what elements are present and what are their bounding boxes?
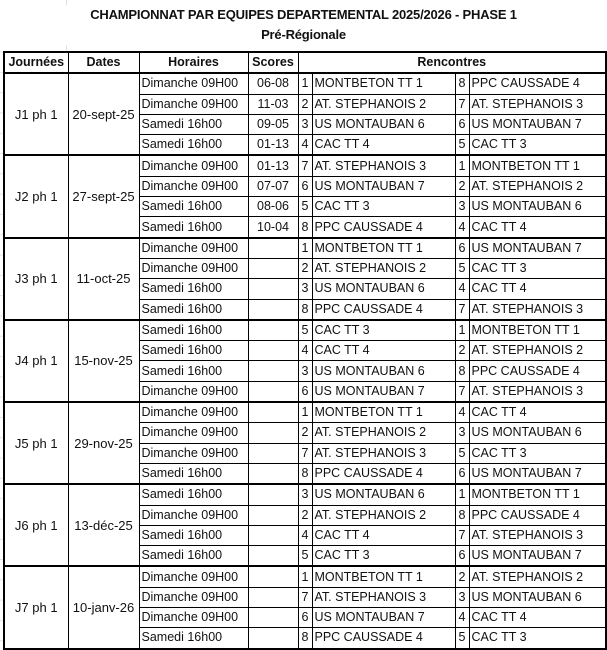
match-horaire: Samedi 16h00	[139, 299, 248, 320]
match-score	[248, 546, 298, 567]
round-date: 15-nov-25	[68, 320, 139, 402]
match-score	[248, 279, 298, 299]
home-team-name: CAC TT 4	[312, 135, 455, 156]
home-team-name: MONTBETON TT 1	[312, 238, 455, 259]
away-team-name: US MONTAUBAN 6	[469, 587, 606, 607]
home-team-name: MONTBETON TT 1	[312, 566, 455, 587]
away-team-name: MONTBETON TT 1	[469, 155, 606, 176]
away-team-number: 7	[455, 381, 469, 402]
home-team-name: US MONTAUBAN 7	[312, 381, 455, 402]
header-scores: Scores	[248, 52, 298, 73]
document-title: CHAMPIONNAT PAR EQUIPES DEPARTEMENTAL 2025/2026 - PHASE 1	[0, 5, 607, 25]
match-score	[248, 402, 298, 423]
home-team-name: MONTBETON TT 1	[312, 402, 455, 423]
match-score	[248, 299, 298, 320]
away-team-number: 5	[455, 135, 469, 156]
home-team-name: AT. STEPHANOIS 2	[312, 423, 455, 443]
away-team-number: 1	[455, 155, 469, 176]
away-team-number: 4	[455, 279, 469, 299]
home-team-name: US MONTAUBAN 6	[312, 361, 455, 381]
away-team-number: 1	[455, 484, 469, 505]
document-subtitle: Pré-Régionale	[0, 25, 607, 45]
home-team-number: 2	[298, 423, 312, 443]
match-row	[4, 320, 606, 341]
away-team-name: PPC CAUSSADE 4	[469, 73, 606, 94]
away-team-name: CAC TT 3	[469, 628, 606, 649]
away-team-name: CAC TT 4	[469, 279, 606, 299]
away-team-name: AT. STEPHANOIS 2	[469, 566, 606, 587]
match-score	[248, 505, 298, 525]
away-team-name: AT. STEPHANOIS 2	[469, 176, 606, 196]
away-team-name: US MONTAUBAN 7	[469, 238, 606, 259]
match-horaire: Dimanche 09H00	[139, 566, 248, 587]
match-score	[248, 484, 298, 505]
away-team-name: US MONTAUBAN 7	[469, 114, 606, 134]
home-team-number: 8	[298, 463, 312, 484]
header-rencontres: Rencontres	[298, 52, 606, 73]
match-score: 10-04	[248, 217, 298, 238]
home-team-number: 3	[298, 361, 312, 381]
header-journees: Journées	[4, 52, 68, 73]
match-score: 08-06	[248, 197, 298, 217]
round-journee: J6 ph 1	[4, 484, 68, 566]
round-journee: J2 ph 1	[4, 155, 68, 237]
match-horaire: Dimanche 09H00	[139, 155, 248, 176]
match-score	[248, 608, 298, 628]
away-team-name: US MONTAUBAN 6	[469, 423, 606, 443]
schedule-table	[3, 51, 607, 650]
match-horaire: Samedi 16h00	[139, 114, 248, 134]
home-team-name: AT. STEPHANOIS 2	[312, 505, 455, 525]
away-team-name: US MONTAUBAN 6	[469, 197, 606, 217]
home-team-number: 3	[298, 114, 312, 134]
round-date: 10-janv-26	[68, 566, 139, 648]
match-row	[4, 402, 606, 423]
home-team-name: US MONTAUBAN 7	[312, 176, 455, 196]
away-team-name: AT. STEPHANOIS 3	[469, 525, 606, 545]
home-team-number: 5	[298, 546, 312, 567]
match-horaire: Samedi 16h00	[139, 135, 248, 156]
home-team-name: CAC TT 3	[312, 546, 455, 567]
match-score	[248, 628, 298, 649]
round-date: 29-nov-25	[68, 402, 139, 484]
away-team-number: 6	[455, 463, 469, 484]
away-team-number: 7	[455, 94, 469, 114]
away-team-name: MONTBETON TT 1	[469, 320, 606, 341]
home-team-name: US MONTAUBAN 6	[312, 484, 455, 505]
away-team-number: 2	[455, 566, 469, 587]
match-horaire: Samedi 16h00	[139, 341, 248, 361]
away-team-number: 4	[455, 217, 469, 238]
home-team-number: 6	[298, 176, 312, 196]
match-score: 06-08	[248, 73, 298, 94]
match-score	[248, 238, 298, 259]
match-score	[248, 381, 298, 402]
match-row	[4, 155, 606, 176]
match-horaire: Samedi 16h00	[139, 463, 248, 484]
home-team-name: MONTBETON TT 1	[312, 73, 455, 94]
home-team-number: 8	[298, 217, 312, 238]
home-team-number: 2	[298, 94, 312, 114]
match-score: 01-13	[248, 155, 298, 176]
away-team-name: PPC CAUSSADE 4	[469, 505, 606, 525]
match-horaire: Dimanche 09H00	[139, 505, 248, 525]
home-team-name: CAC TT 4	[312, 525, 455, 545]
match-score: 01-13	[248, 135, 298, 156]
home-team-number: 5	[298, 197, 312, 217]
match-score: 07-07	[248, 176, 298, 196]
round-date: 11-oct-25	[68, 238, 139, 320]
match-horaire: Dimanche 09H00	[139, 73, 248, 94]
home-team-name: AT. STEPHANOIS 3	[312, 155, 455, 176]
match-horaire: Samedi 16h00	[139, 546, 248, 567]
round-journee: J5 ph 1	[4, 402, 68, 484]
away-team-name: CAC TT 3	[469, 443, 606, 463]
away-team-name: AT. STEPHANOIS 3	[469, 299, 606, 320]
home-team-name: CAC TT 3	[312, 320, 455, 341]
match-horaire: Samedi 16h00	[139, 197, 248, 217]
match-horaire: Dimanche 09H00	[139, 176, 248, 196]
away-team-number: 7	[455, 525, 469, 545]
match-row	[4, 238, 606, 259]
match-horaire: Dimanche 09H00	[139, 258, 248, 278]
round-date: 27-sept-25	[68, 155, 139, 237]
home-team-number: 7	[298, 443, 312, 463]
away-team-number: 6	[455, 238, 469, 259]
away-team-name: PPC CAUSSADE 4	[469, 361, 606, 381]
home-team-number: 4	[298, 341, 312, 361]
away-team-name: CAC TT 4	[469, 608, 606, 628]
match-horaire: Dimanche 09H00	[139, 381, 248, 402]
match-score	[248, 463, 298, 484]
away-team-number: 8	[455, 505, 469, 525]
home-team-number: 1	[298, 73, 312, 94]
away-team-number: 7	[455, 299, 469, 320]
away-team-number: 6	[455, 114, 469, 134]
away-team-name: MONTBETON TT 1	[469, 484, 606, 505]
match-score	[248, 361, 298, 381]
away-team-number: 3	[455, 197, 469, 217]
round-journee: J3 ph 1	[4, 238, 68, 320]
home-team-name: CAC TT 3	[312, 197, 455, 217]
away-team-name: CAC TT 4	[469, 217, 606, 238]
home-team-number: 7	[298, 587, 312, 607]
away-team-number: 3	[455, 587, 469, 607]
home-team-number: 4	[298, 135, 312, 156]
home-team-name: PPC CAUSSADE 4	[312, 299, 455, 320]
home-team-number: 4	[298, 525, 312, 545]
match-horaire: Dimanche 09H00	[139, 608, 248, 628]
header-dates: Dates	[68, 52, 139, 73]
home-team-name: US MONTAUBAN 6	[312, 114, 455, 134]
home-team-number: 5	[298, 320, 312, 341]
match-score	[248, 423, 298, 443]
home-team-name: PPC CAUSSADE 4	[312, 628, 455, 649]
home-team-number: 6	[298, 608, 312, 628]
away-team-number: 4	[455, 402, 469, 423]
away-team-number: 4	[455, 608, 469, 628]
home-team-name: AT. STEPHANOIS 3	[312, 587, 455, 607]
match-score	[248, 566, 298, 587]
away-team-number: 8	[455, 73, 469, 94]
match-row	[4, 484, 606, 505]
away-team-number: 8	[455, 361, 469, 381]
match-horaire: Dimanche 09H00	[139, 443, 248, 463]
match-row	[4, 73, 606, 94]
match-horaire: Samedi 16h00	[139, 484, 248, 505]
away-team-name: US MONTAUBAN 7	[469, 546, 606, 567]
match-horaire: Dimanche 09H00	[139, 587, 248, 607]
round-journee: J4 ph 1	[4, 320, 68, 402]
away-team-number: 5	[455, 628, 469, 649]
home-team-number: 8	[298, 299, 312, 320]
home-team-name: PPC CAUSSADE 4	[312, 217, 455, 238]
away-team-number: 2	[455, 176, 469, 196]
away-team-name: US MONTAUBAN 7	[469, 463, 606, 484]
round-journee: J1 ph 1	[4, 73, 68, 155]
home-team-number: 3	[298, 484, 312, 505]
home-team-name: AT. STEPHANOIS 3	[312, 443, 455, 463]
home-team-number: 2	[298, 258, 312, 278]
match-horaire: Dimanche 09H00	[139, 402, 248, 423]
home-team-number: 1	[298, 402, 312, 423]
match-row	[4, 566, 606, 587]
match-horaire: Samedi 16h00	[139, 628, 248, 649]
round-journee: J7 ph 1	[4, 566, 68, 648]
home-team-number: 3	[298, 279, 312, 299]
away-team-number: 6	[455, 546, 469, 567]
match-score	[248, 525, 298, 545]
match-score	[248, 587, 298, 607]
match-score: 09-05	[248, 114, 298, 134]
away-team-name: CAC TT 4	[469, 402, 606, 423]
away-team-name: CAC TT 3	[469, 135, 606, 156]
home-team-number: 7	[298, 155, 312, 176]
match-horaire: Samedi 16h00	[139, 320, 248, 341]
away-team-number: 1	[455, 320, 469, 341]
schedule-body	[4, 73, 606, 648]
away-team-number: 5	[455, 258, 469, 278]
home-team-number: 6	[298, 381, 312, 402]
match-score	[248, 320, 298, 341]
away-team-number: 3	[455, 423, 469, 443]
match-horaire: Dimanche 09H00	[139, 238, 248, 259]
home-team-name: AT. STEPHANOIS 2	[312, 94, 455, 114]
home-team-name: US MONTAUBAN 7	[312, 608, 455, 628]
away-team-name: AT. STEPHANOIS 3	[469, 94, 606, 114]
match-horaire: Samedi 16h00	[139, 361, 248, 381]
match-score	[248, 258, 298, 278]
home-team-number: 2	[298, 505, 312, 525]
away-team-name: AT. STEPHANOIS 3	[469, 381, 606, 402]
home-team-number: 1	[298, 566, 312, 587]
match-score	[248, 341, 298, 361]
away-team-number: 2	[455, 341, 469, 361]
home-team-name: US MONTAUBAN 6	[312, 279, 455, 299]
match-score	[248, 443, 298, 463]
home-team-number: 1	[298, 238, 312, 259]
home-team-name: AT. STEPHANOIS 2	[312, 258, 455, 278]
match-horaire: Samedi 16h00	[139, 279, 248, 299]
home-team-name: CAC TT 4	[312, 341, 455, 361]
away-team-name: CAC TT 3	[469, 258, 606, 278]
away-team-name: AT. STEPHANOIS 2	[469, 341, 606, 361]
match-horaire: Samedi 16h00	[139, 217, 248, 238]
header-horaires: Horaires	[139, 52, 248, 73]
round-date: 20-sept-25	[68, 73, 139, 155]
home-team-number: 8	[298, 628, 312, 649]
match-horaire: Samedi 16h00	[139, 525, 248, 545]
away-team-number: 5	[455, 443, 469, 463]
header-row	[4, 52, 606, 73]
match-score: 11-03	[248, 94, 298, 114]
match-horaire: Dimanche 09H00	[139, 94, 248, 114]
home-team-name: PPC CAUSSADE 4	[312, 463, 455, 484]
round-date: 13-déc-25	[68, 484, 139, 566]
match-horaire: Dimanche 09H00	[139, 423, 248, 443]
